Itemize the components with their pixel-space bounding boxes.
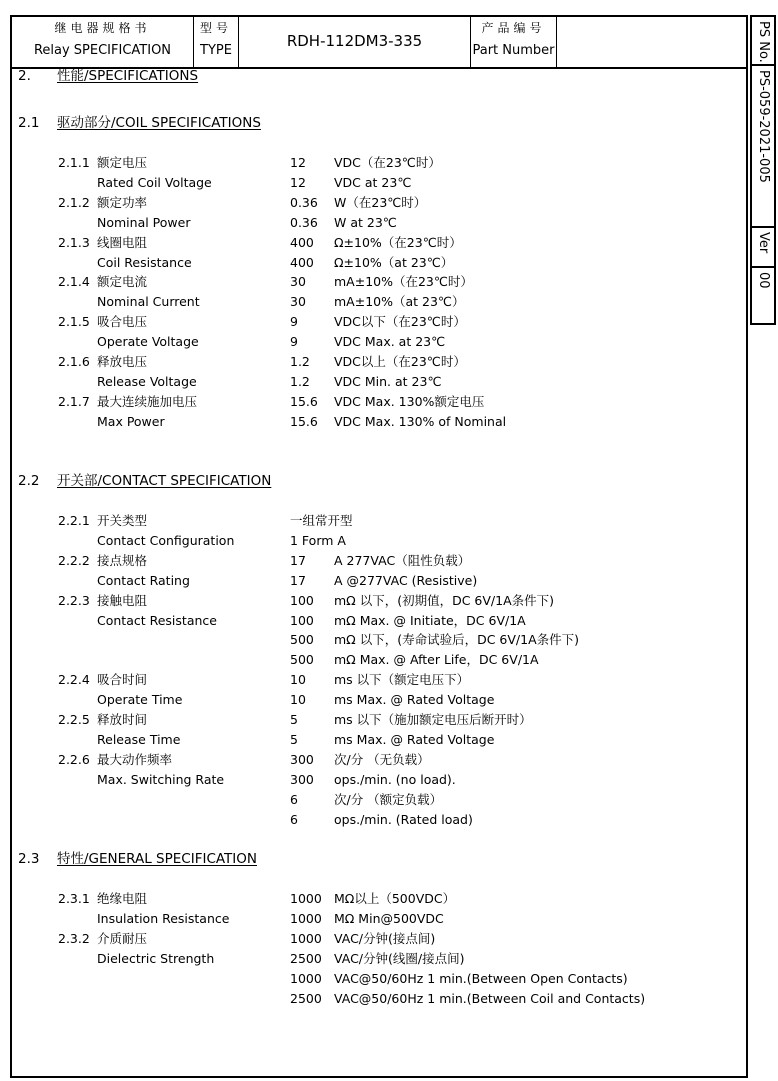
item-label: Operate Time bbox=[97, 692, 183, 708]
item-value: 400 bbox=[290, 234, 314, 250]
item-value: 12 bbox=[290, 174, 306, 190]
item-label: Operate Voltage bbox=[97, 334, 199, 350]
item-label: Release Voltage bbox=[97, 373, 197, 389]
item-label: 接触电阻 bbox=[97, 592, 148, 608]
section-number: 2. bbox=[18, 68, 31, 84]
item-label: 线圈电阻 bbox=[97, 234, 148, 250]
item-label: Nominal Current bbox=[97, 294, 200, 310]
spec-header bbox=[12, 17, 746, 69]
item-value: 10 bbox=[290, 672, 306, 688]
item-label: 绝缘电阻 bbox=[97, 891, 148, 906]
item-label: Max. Switching Rate bbox=[97, 771, 225, 787]
item-unit: VAC@50/60Hz 1 min.(Between Coil and Contacts) bbox=[334, 990, 646, 1006]
item-unit: VDC Max. at 23℃ bbox=[334, 334, 446, 350]
item-value: 300 bbox=[290, 771, 314, 787]
item-label: 额定电压 bbox=[97, 155, 148, 170]
header-pn-en: Part Number bbox=[472, 43, 555, 58]
item-value: 100 bbox=[290, 592, 314, 608]
item-label: Nominal Power bbox=[97, 214, 191, 230]
side-strip bbox=[750, 15, 776, 325]
item-value: 100 bbox=[290, 612, 314, 628]
header-type-cell bbox=[194, 17, 239, 67]
item-unit: mΩ 以下，(寿命试验后，DC 6V/1A条件下) bbox=[334, 632, 580, 648]
item-value: 1000 bbox=[290, 891, 322, 906]
model-number: RDH-112DM3-335 bbox=[286, 32, 423, 50]
item-label: 额定功率 bbox=[97, 194, 148, 210]
item-label: Contact Rating bbox=[97, 572, 190, 588]
item-unit: MΩ Min@500VDC bbox=[334, 910, 444, 926]
item-number: 2.2.3 bbox=[58, 592, 90, 608]
item-value: 12 bbox=[290, 155, 306, 170]
item-value: 30 bbox=[290, 274, 306, 290]
item-value: 0.36 bbox=[290, 194, 318, 210]
item-value: 1000 bbox=[290, 930, 322, 946]
subsection-title: 特性/GENERAL SPECIFICATION bbox=[57, 851, 258, 867]
header-pn-value-cell bbox=[557, 17, 746, 67]
item-number: 2.2.4 bbox=[58, 672, 90, 688]
header-title-cn: 继电器规格书 bbox=[54, 21, 151, 35]
item-value: 10 bbox=[290, 692, 306, 708]
item-label: Contact Configuration bbox=[97, 532, 235, 548]
item-value: 1.2 bbox=[290, 354, 310, 369]
subsection-number: 2.3 bbox=[18, 851, 40, 867]
section-title: 性能/SPECIFICATIONS bbox=[57, 68, 199, 84]
item-number: 2.1.7 bbox=[58, 393, 90, 409]
item-label: 额定电流 bbox=[97, 274, 148, 290]
item-unit: VAC/分钟(线圈/接点间) bbox=[334, 950, 465, 966]
subsection-title: 开关部/CONTACT SPECIFICATION bbox=[57, 473, 272, 489]
item-value: 17 bbox=[290, 552, 306, 568]
item-unit: mA±10%（在23℃时） bbox=[334, 274, 473, 290]
item-value: 6 bbox=[290, 811, 298, 827]
item-value: 400 bbox=[290, 254, 314, 270]
item-label: Contact Resistance bbox=[97, 612, 217, 628]
ps-no-cell bbox=[752, 66, 774, 228]
ps-no-value: PS-059-2021-005 bbox=[756, 70, 771, 183]
item-label: Release Time bbox=[97, 731, 181, 747]
item-label: 吸合时间 bbox=[97, 672, 148, 688]
subsection-title: 驱动部分/COIL SPECIFICATIONS bbox=[57, 115, 261, 131]
item-value: 30 bbox=[290, 294, 306, 310]
item-unit: VDC Max. 130%额定电压 bbox=[334, 393, 485, 409]
item-unit: mΩ Max. @ Initiate，DC 6V/1A bbox=[334, 612, 526, 628]
item-value: 15.6 bbox=[290, 413, 318, 429]
item-value: 一组常开型 bbox=[290, 513, 353, 528]
item-value: 9 bbox=[290, 334, 298, 350]
item-label: 吸合电压 bbox=[97, 314, 148, 330]
ver-label: Ver bbox=[756, 232, 771, 254]
item-label: Coil Resistance bbox=[97, 254, 192, 270]
item-value: 2500 bbox=[290, 950, 322, 966]
item-number: 2.1.1 bbox=[58, 155, 90, 170]
item-value: 17 bbox=[290, 572, 306, 588]
item-value: 1000 bbox=[290, 910, 322, 926]
item-value: 1000 bbox=[290, 970, 322, 986]
item-value: 15.6 bbox=[290, 393, 318, 409]
item-value: 500 bbox=[290, 652, 314, 668]
item-label: Insulation Resistance bbox=[97, 910, 230, 926]
header-pn-cn: 产品编号 bbox=[481, 21, 546, 35]
item-value: 1 Form A bbox=[290, 532, 346, 548]
item-value: 1.2 bbox=[290, 373, 310, 389]
item-label: Max Power bbox=[97, 413, 165, 429]
item-number: 2.1.2 bbox=[58, 194, 90, 210]
ver-cell bbox=[752, 268, 774, 323]
item-label: 最大连续施加电压 bbox=[97, 393, 198, 409]
header-pn-cell bbox=[471, 17, 557, 67]
ps-no-label: PS No. bbox=[756, 21, 771, 63]
header-title-cell bbox=[12, 17, 194, 67]
item-unit: VDC at 23℃ bbox=[334, 174, 412, 190]
item-unit: ms Max. @ Rated Voltage bbox=[334, 692, 495, 708]
item-label: 释放时间 bbox=[97, 712, 148, 727]
item-unit: VDC（在23℃时） bbox=[334, 155, 441, 170]
item-number: 2.2.2 bbox=[58, 552, 90, 568]
subsection-number: 2.1 bbox=[18, 115, 40, 131]
item-unit: A @277VAC (Resistive) bbox=[334, 572, 478, 588]
item-label: Dielectric Strength bbox=[97, 950, 215, 966]
item-number: 2.2.5 bbox=[58, 712, 90, 727]
item-unit: Ω±10%（at 23℃） bbox=[334, 254, 454, 270]
item-unit: ms Max. @ Rated Voltage bbox=[334, 731, 495, 747]
item-unit: ops./min. (no load). bbox=[334, 771, 456, 787]
item-value: 6 bbox=[290, 791, 298, 807]
item-number: 2.1.4 bbox=[58, 274, 90, 290]
item-unit: ms 以下（施加额定电压后断开时） bbox=[334, 712, 532, 727]
document-frame bbox=[10, 15, 748, 1078]
item-unit: VAC/分钟(接点间) bbox=[334, 930, 436, 946]
header-type-en: TYPE bbox=[200, 43, 232, 58]
item-unit: W（在23℃时） bbox=[334, 194, 427, 210]
item-unit: W at 23℃ bbox=[334, 214, 397, 230]
item-value: 500 bbox=[290, 632, 314, 648]
item-unit: MΩ以上（500VDC） bbox=[334, 891, 456, 906]
subsection-number: 2.2 bbox=[18, 473, 40, 489]
item-unit: VDC Min. at 23℃ bbox=[334, 373, 442, 389]
item-number: 2.1.6 bbox=[58, 354, 90, 369]
ps-no-label-cell bbox=[752, 17, 774, 66]
item-label: Rated Coil Voltage bbox=[97, 174, 212, 190]
item-number: 2.3.1 bbox=[58, 891, 90, 906]
item-unit: 次/分 （无负载） bbox=[334, 751, 430, 767]
item-unit: VDC以下（在23℃时） bbox=[334, 314, 466, 330]
item-label: 介质耐压 bbox=[97, 930, 148, 946]
item-unit: mΩ 以下，(初期值，DC 6V/1A条件下) bbox=[334, 592, 555, 608]
item-label: 最大动作频率 bbox=[97, 751, 173, 767]
item-value: 5 bbox=[290, 712, 298, 727]
item-label: 开关类型 bbox=[97, 513, 148, 528]
item-value: 0.36 bbox=[290, 214, 318, 230]
header-model-cell bbox=[239, 17, 471, 67]
item-unit: VDC以上（在23℃时） bbox=[334, 354, 466, 369]
item-unit: ops./min. (Rated load) bbox=[334, 811, 473, 827]
item-unit: mΩ Max. @ After Life，DC 6V/1A bbox=[334, 652, 539, 668]
item-number: 2.1.5 bbox=[58, 314, 90, 330]
item-value: 300 bbox=[290, 751, 314, 767]
item-value: 2500 bbox=[290, 990, 322, 1006]
item-value: 5 bbox=[290, 731, 298, 747]
item-unit: Ω±10%（在23℃时） bbox=[334, 234, 462, 250]
item-number: 2.2.6 bbox=[58, 751, 90, 767]
item-number: 2.2.1 bbox=[58, 513, 90, 528]
item-unit: mA±10%（at 23℃） bbox=[334, 294, 465, 310]
item-unit: VDC Max. 130% of Nominal bbox=[334, 413, 507, 429]
ver-label-cell bbox=[752, 228, 774, 268]
item-unit: VAC@50/60Hz 1 min.(Between Open Contacts) bbox=[334, 970, 628, 986]
item-unit: 次/分 （额定负载） bbox=[334, 791, 443, 807]
item-unit: A 277VAC（阻性负载） bbox=[334, 552, 471, 568]
item-number: 2.3.2 bbox=[58, 930, 90, 946]
header-title-en: Relay SPECIFICATION bbox=[33, 43, 172, 58]
item-label: 释放电压 bbox=[97, 354, 148, 369]
item-number: 2.1.3 bbox=[58, 234, 90, 250]
header-type-cn: 型号 bbox=[199, 21, 232, 35]
ver-value: 00 bbox=[756, 272, 771, 289]
item-label: 接点规格 bbox=[97, 552, 148, 568]
item-unit: ms 以下（额定电压下） bbox=[334, 672, 470, 688]
item-value: 9 bbox=[290, 314, 298, 330]
